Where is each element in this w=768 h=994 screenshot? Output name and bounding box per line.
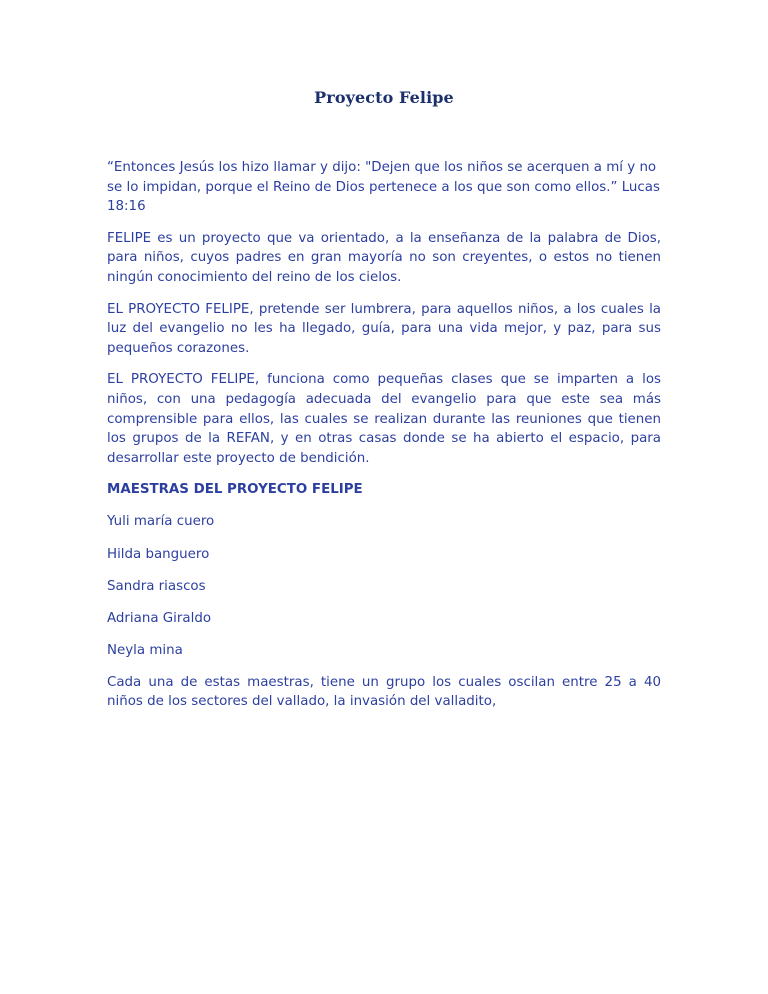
document-body xyxy=(107,158,661,724)
purpose-paragraph: EL PROYECTO FELIPE, pretende ser lumbrera, para aquellos niños, a los cuales la luz del evangelio no les ha llegado, guía, para una vida mejor, y paz, para sus pequeños corazones. xyxy=(107,301,661,356)
closing-paragraph: Cada una de estas maestras, tiene un grupo los cuales oscilan entre 25 a 40 niños de los sectores del vallado, la invasión del valladito, xyxy=(107,674,661,710)
teacher-name: Adriana Giraldo xyxy=(107,610,212,626)
teachers-heading: MAESTRAS DEL PROYECTO FELIPE xyxy=(107,482,363,498)
teacher-name: Neyla mina xyxy=(107,642,183,658)
teacher-name: Yuli maría cuero xyxy=(107,514,215,530)
document-title: Proyecto Felipe xyxy=(314,88,454,107)
intro-paragraph: FELIPE es un proyecto que va orientado, a la enseñanza de la palabra de Dios, para niños, cuyos padres en gran mayoría no son creyentes, o estos no tienen ningún conocimiento del reino de los cielos. xyxy=(107,230,661,285)
teacher-name: Sandra riascos xyxy=(107,578,206,594)
method-paragraph: EL PROYECTO FELIPE, funciona como pequeñas clases que se imparten a los niños, con una pedagogía adecuada del evangelio para que este sea más comprensible para ellos, las cuales se realizan durante las reuniones que tienen los grupos de la REFAN, y en otras casas donde se ha abierto el espacio, para desarrollar este proyecto de bendición. xyxy=(107,372,661,466)
teacher-name: Hilda banguero xyxy=(107,546,210,562)
bible-quote-paragraph: “Entonces Jesús los hizo llamar y dijo: "Dejen que los niños se acerquen a mí y no se lo impidan, porque el Reino de Dios pertenece a los que son como ellos.” Lucas 18:16 xyxy=(107,160,660,215)
